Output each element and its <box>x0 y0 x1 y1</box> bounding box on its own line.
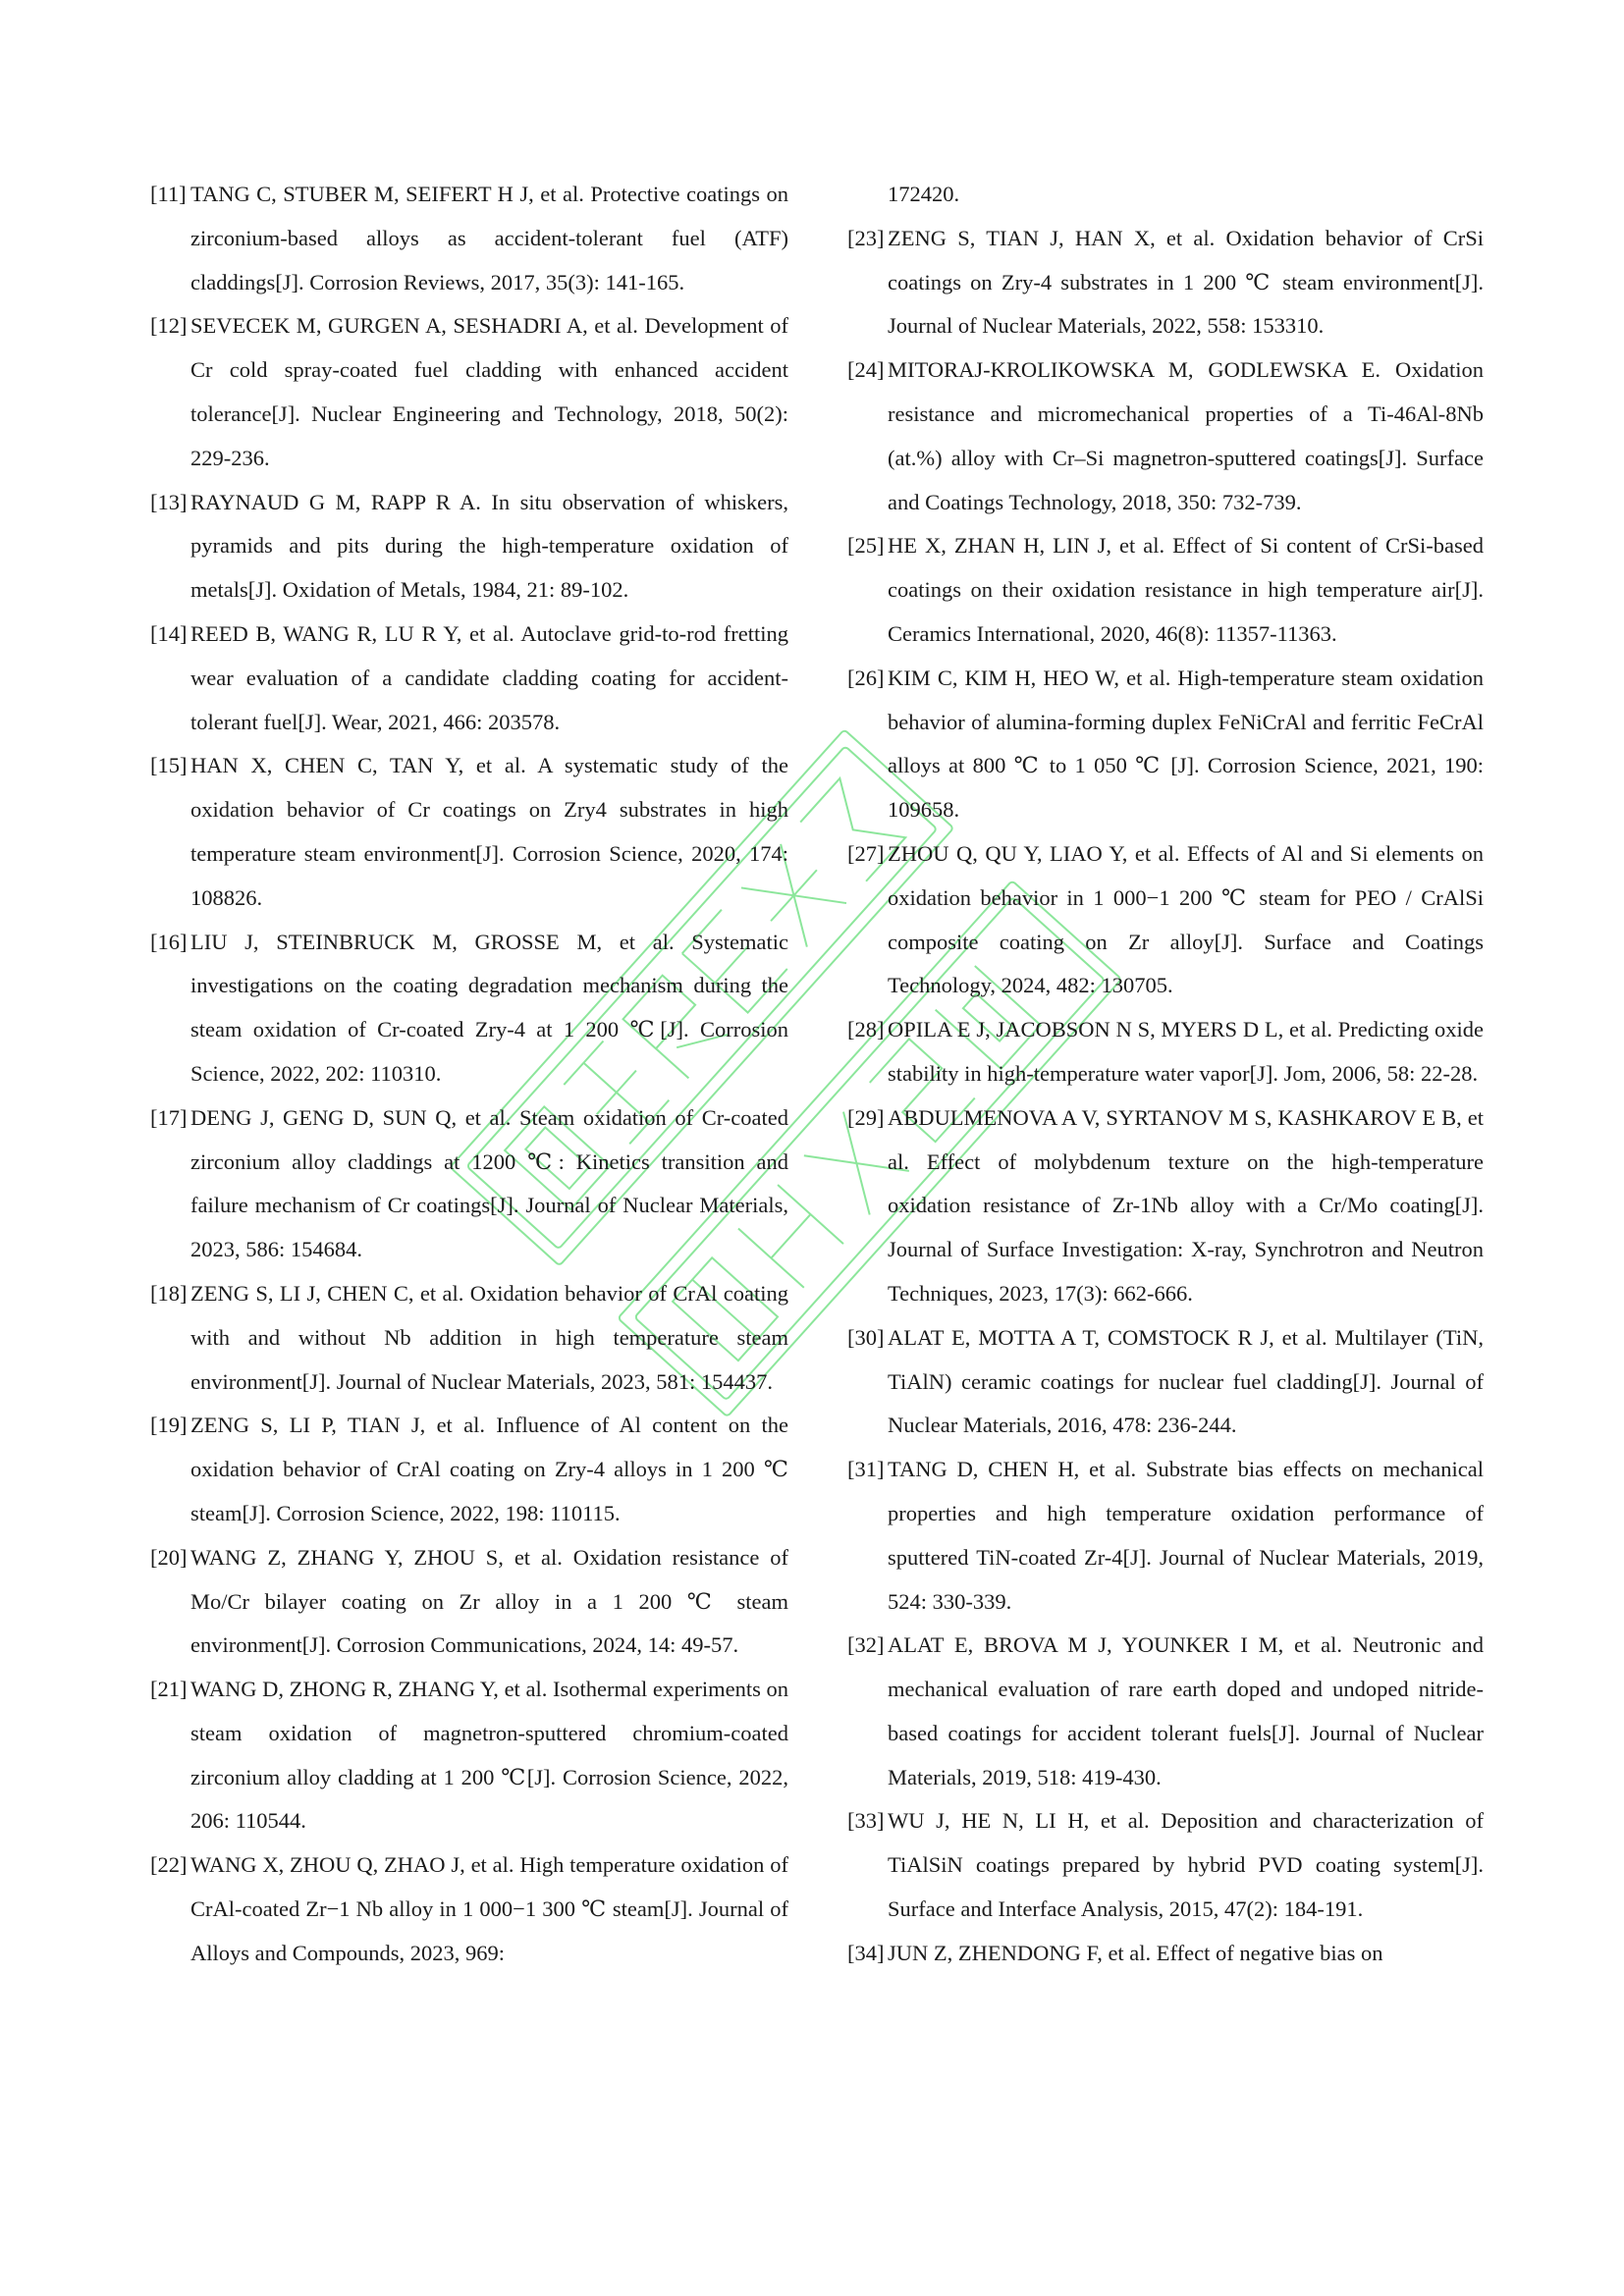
reference-text: WANG D, ZHONG R, ZHANG Y, et al. Isothermal experiments on steam oxidation of magnetron-sputtered chromium-coated zirconium alloy cladding at 1 200 ℃[J]. Corrosion Science, 2022, 206: 110544. <box>190 1677 788 1834</box>
reference-number: [14] <box>150 620 188 646</box>
reference-number: [27] <box>847 840 885 866</box>
reference-text: MITORAJ-KROLIKOWSKA M, GODLEWSKA E. Oxidation resistance and micromechanical properties of a Ti-46Al-8Nb (at.%) alloy with Cr–Si magnetron-sputtered coatings[J]. Surface and Coatings Technology, 2018, 350: 732-739. <box>888 357 1484 514</box>
reference-number: [15] <box>150 753 188 778</box>
reference-entry <box>847 1932 1484 1976</box>
reference-entry <box>150 921 788 1096</box>
reference-number: [21] <box>150 1677 188 1702</box>
reference-text: ZENG S, LI P, TIAN J, et al. Influence of Al content on the oxidation behavior of CrAl coating on Zry-4 alloys in 1 200 ℃ steam[J]. Corrosion Science, 2022, 198: 110115. <box>190 1413 788 1525</box>
reference-entry <box>150 1272 788 1404</box>
reference-text: WANG X, ZHOU Q, ZHAO J, et al. High temperature oxidation of CrAl-coated Zr−1 Nb alloy in 1 000−1 300 ℃ steam[J]. Journal of Alloys and Compounds, 2023, 969: <box>190 1852 788 1965</box>
reference-text: WU J, HE N, LI H, et al. Deposition and characterization of TiAlSiN coatings prepared by hybrid PVD coating system[J]. Surface and Interface Analysis, 2015, 47(2): 184-191. <box>888 1808 1484 1922</box>
reference-number: [22] <box>150 1852 188 1878</box>
reference-text: ABDULMENOVA A V, SYRTANOV M S, KASHKAROV E B, et al. Effect of molybdenum texture on the high-temperature oxidation resistance of Zr-1Nb alloy with a Cr/Mo coating[J]. Journal of Surface Investigation: X-ray, Synchrotron and Neutron Techniques, 2023, 17(3): 662-666. <box>888 1104 1484 1306</box>
reference-text: OPILA E J, JACOBSON N S, MYERS D L, et al. Predicting oxide stability in high-temperature water vapor[J]. Jom, 2006, 58: 22-28. <box>888 1017 1484 1086</box>
reference-entry <box>847 1799 1484 1931</box>
reference-text: LIU J, STEINBRUCK M, GROSSE M, et al. Systematic investigations on the coating degradation mechanism during the steam oxidation of Cr-coated Zry-4 at 1 200 ℃[J]. Corrosion Science, 2022, 202: 110310. <box>190 929 788 1086</box>
reference-entry <box>847 1624 1484 1799</box>
reference-number: [25] <box>847 533 885 559</box>
reference-number: [23] <box>847 225 885 250</box>
reference-text: REED B, WANG R, LU R Y, et al. Autoclave grid-to-rod fretting wear evaluation of a candidate cladding coating for accident-tolerant fuel[J]. Wear, 2021, 466: 203578. <box>190 620 788 734</box>
reference-text: TANG C, STUBER M, SEIFERT H J, et al. Protective coatings on zirconium-based alloys as accident-tolerant fuel (ATF) claddings[J]. Corrosion Reviews, 2017, 35(3): 141-165. <box>190 182 788 294</box>
reference-entry <box>847 217 1484 348</box>
reference-text: WANG Z, ZHANG Y, ZHOU S, et al. Oxidation resistance of Mo/Cr bilayer coating on Zr alloy in a 1 200 ℃ steam environment[J]. Corrosion Communications, 2024, 14: 49-57. <box>190 1544 788 1658</box>
reference-number: [18] <box>150 1280 188 1306</box>
reference-entry <box>847 832 1484 1008</box>
reference-number: [19] <box>150 1413 188 1438</box>
reference-text: JUN Z, ZHENDONG F, et al. Effect of negative bias on <box>888 1940 1383 1965</box>
reference-number: [24] <box>847 357 885 383</box>
reference-entry <box>150 744 788 920</box>
reference-number: [32] <box>847 1632 885 1658</box>
reference-entry <box>847 1096 1484 1316</box>
reference-text: ZHOU Q, QU Y, LIAO Y, et al. Effects of Al and Si elements on oxidation behavior in 1 000−1 200 ℃ steam for PEO / CrAlSi composite coating on Zr alloy[J]. Surface and Coatings Technology, 2024, 482: 130705. <box>888 840 1484 998</box>
reference-entry <box>847 1316 1484 1448</box>
reference-entry <box>150 613 788 744</box>
reference-number: [31] <box>847 1457 885 1482</box>
reference-entry <box>847 1008 1484 1096</box>
reference-number: [33] <box>847 1808 885 1834</box>
reference-text: RAYNAUD G M, RAPP R A. In situ observation of whiskers, pyramids and pits during the high-temperature oxidation of metals[J]. Oxidation of Metals, 1984, 21: 89-102. <box>190 489 788 603</box>
reference-text: TANG D, CHEN H, et al. Substrate bias effects on mechanical properties and high temperature oxidation performance of sputtered TiN-coated Zr-4[J]. Journal of Nuclear Materials, 2019, 524: 330-339. <box>888 1457 1484 1614</box>
reference-entry <box>150 173 788 304</box>
reference-number: [28] <box>847 1017 885 1042</box>
reference-entry <box>150 1668 788 1843</box>
reference-number: [30] <box>847 1324 885 1350</box>
reference-continuation: 172420. <box>888 182 960 206</box>
reference-entry <box>150 1404 788 1535</box>
reference-text: ZENG S, TIAN J, HAN X, et al. Oxidation behavior of CrSi coatings on Zry-4 substrates in 1 200 ℃ steam environment[J]. Journal of Nuclear Materials, 2022, 558: 153310. <box>888 225 1484 339</box>
reference-entry <box>847 524 1484 656</box>
reference-text: ALAT E, BROVA M J, YOUNKER I M, et al. Neutronic and mechanical evaluation of rare earth doped and undoped nitride-based coatings for accident tolerant fuels[J]. Journal of Nuclear Materials, 2019, 518: 419-430. <box>888 1632 1484 1789</box>
reference-entry <box>150 481 788 613</box>
reference-entry <box>847 348 1484 524</box>
reference-text: SEVECEK M, GURGEN A, SESHADRI A, et al. Development of Cr cold spray-coated fuel cladding with enhanced accident tolerance[J]. Nuclear Engineering and Technology, 2018, 50(2): 229-236. <box>190 313 788 470</box>
reference-entry <box>847 657 1484 832</box>
reference-number: [26] <box>847 665 885 690</box>
reference-number: [12] <box>150 313 188 339</box>
reference-text: ZENG S, LI J, CHEN C, et al. Oxidation behavior of CrAl coating with and without Nb addition in high temperature steam environment[J]. Journal of Nuclear Materials, 2023, 581: 154437. <box>190 1280 788 1394</box>
references-right-column <box>847 173 1484 1976</box>
reference-text: HAN X, CHEN C, TAN Y, et al. A systematic study of the oxidation behavior of Cr coatings on Zry4 substrates in high temperature steam environment[J]. Corrosion Science, 2020, 174: 108826. <box>190 753 788 910</box>
reference-number: [34] <box>847 1940 885 1965</box>
reference-number: [29] <box>847 1104 885 1130</box>
reference-entry <box>847 1448 1484 1624</box>
reference-number: [11] <box>150 182 187 206</box>
reference-text: HE X, ZHAN H, LIN J, et al. Effect of Si content of CrSi-based coatings on their oxidation resistance in high temperature air[J]. Ceramics International, 2020, 46(8): 11357-11363. <box>888 533 1484 646</box>
reference-entry <box>150 1536 788 1668</box>
reference-text: DENG J, GENG D, SUN Q, et al. Steam oxidation of Cr-coated zirconium alloy claddings at 1200 ℃: Kinetics transition and failure mechanism of Cr coatings[J]. Journal of Nuclear Materials, 2023, 586: 154684. <box>190 1104 788 1262</box>
reference-entry <box>150 1096 788 1272</box>
reference-number: [20] <box>150 1544 188 1570</box>
reference-number: [16] <box>150 929 188 954</box>
reference-entry <box>150 304 788 480</box>
references-left-column <box>150 173 788 1976</box>
reference-text: ALAT E, MOTTA A T, COMSTOCK R J, et al. Multilayer (TiN, TiAlN) ceramic coatings for nuclear fuel cladding[J]. Journal of Nuclear Materials, 2016, 478: 236-244. <box>888 1324 1484 1438</box>
reference-entry <box>150 1843 788 1975</box>
reference-number: [17] <box>150 1104 188 1130</box>
reference-number: [13] <box>150 489 188 514</box>
reference-text: KIM C, KIM H, HEO W, et al. High-temperature steam oxidation behavior of alumina-forming duplex FeNiCrAl and ferritic FeCrAl alloys at 800 ℃ to 1 050 ℃ [J]. Corrosion Science, 2021, 190: 109658. <box>888 665 1484 823</box>
